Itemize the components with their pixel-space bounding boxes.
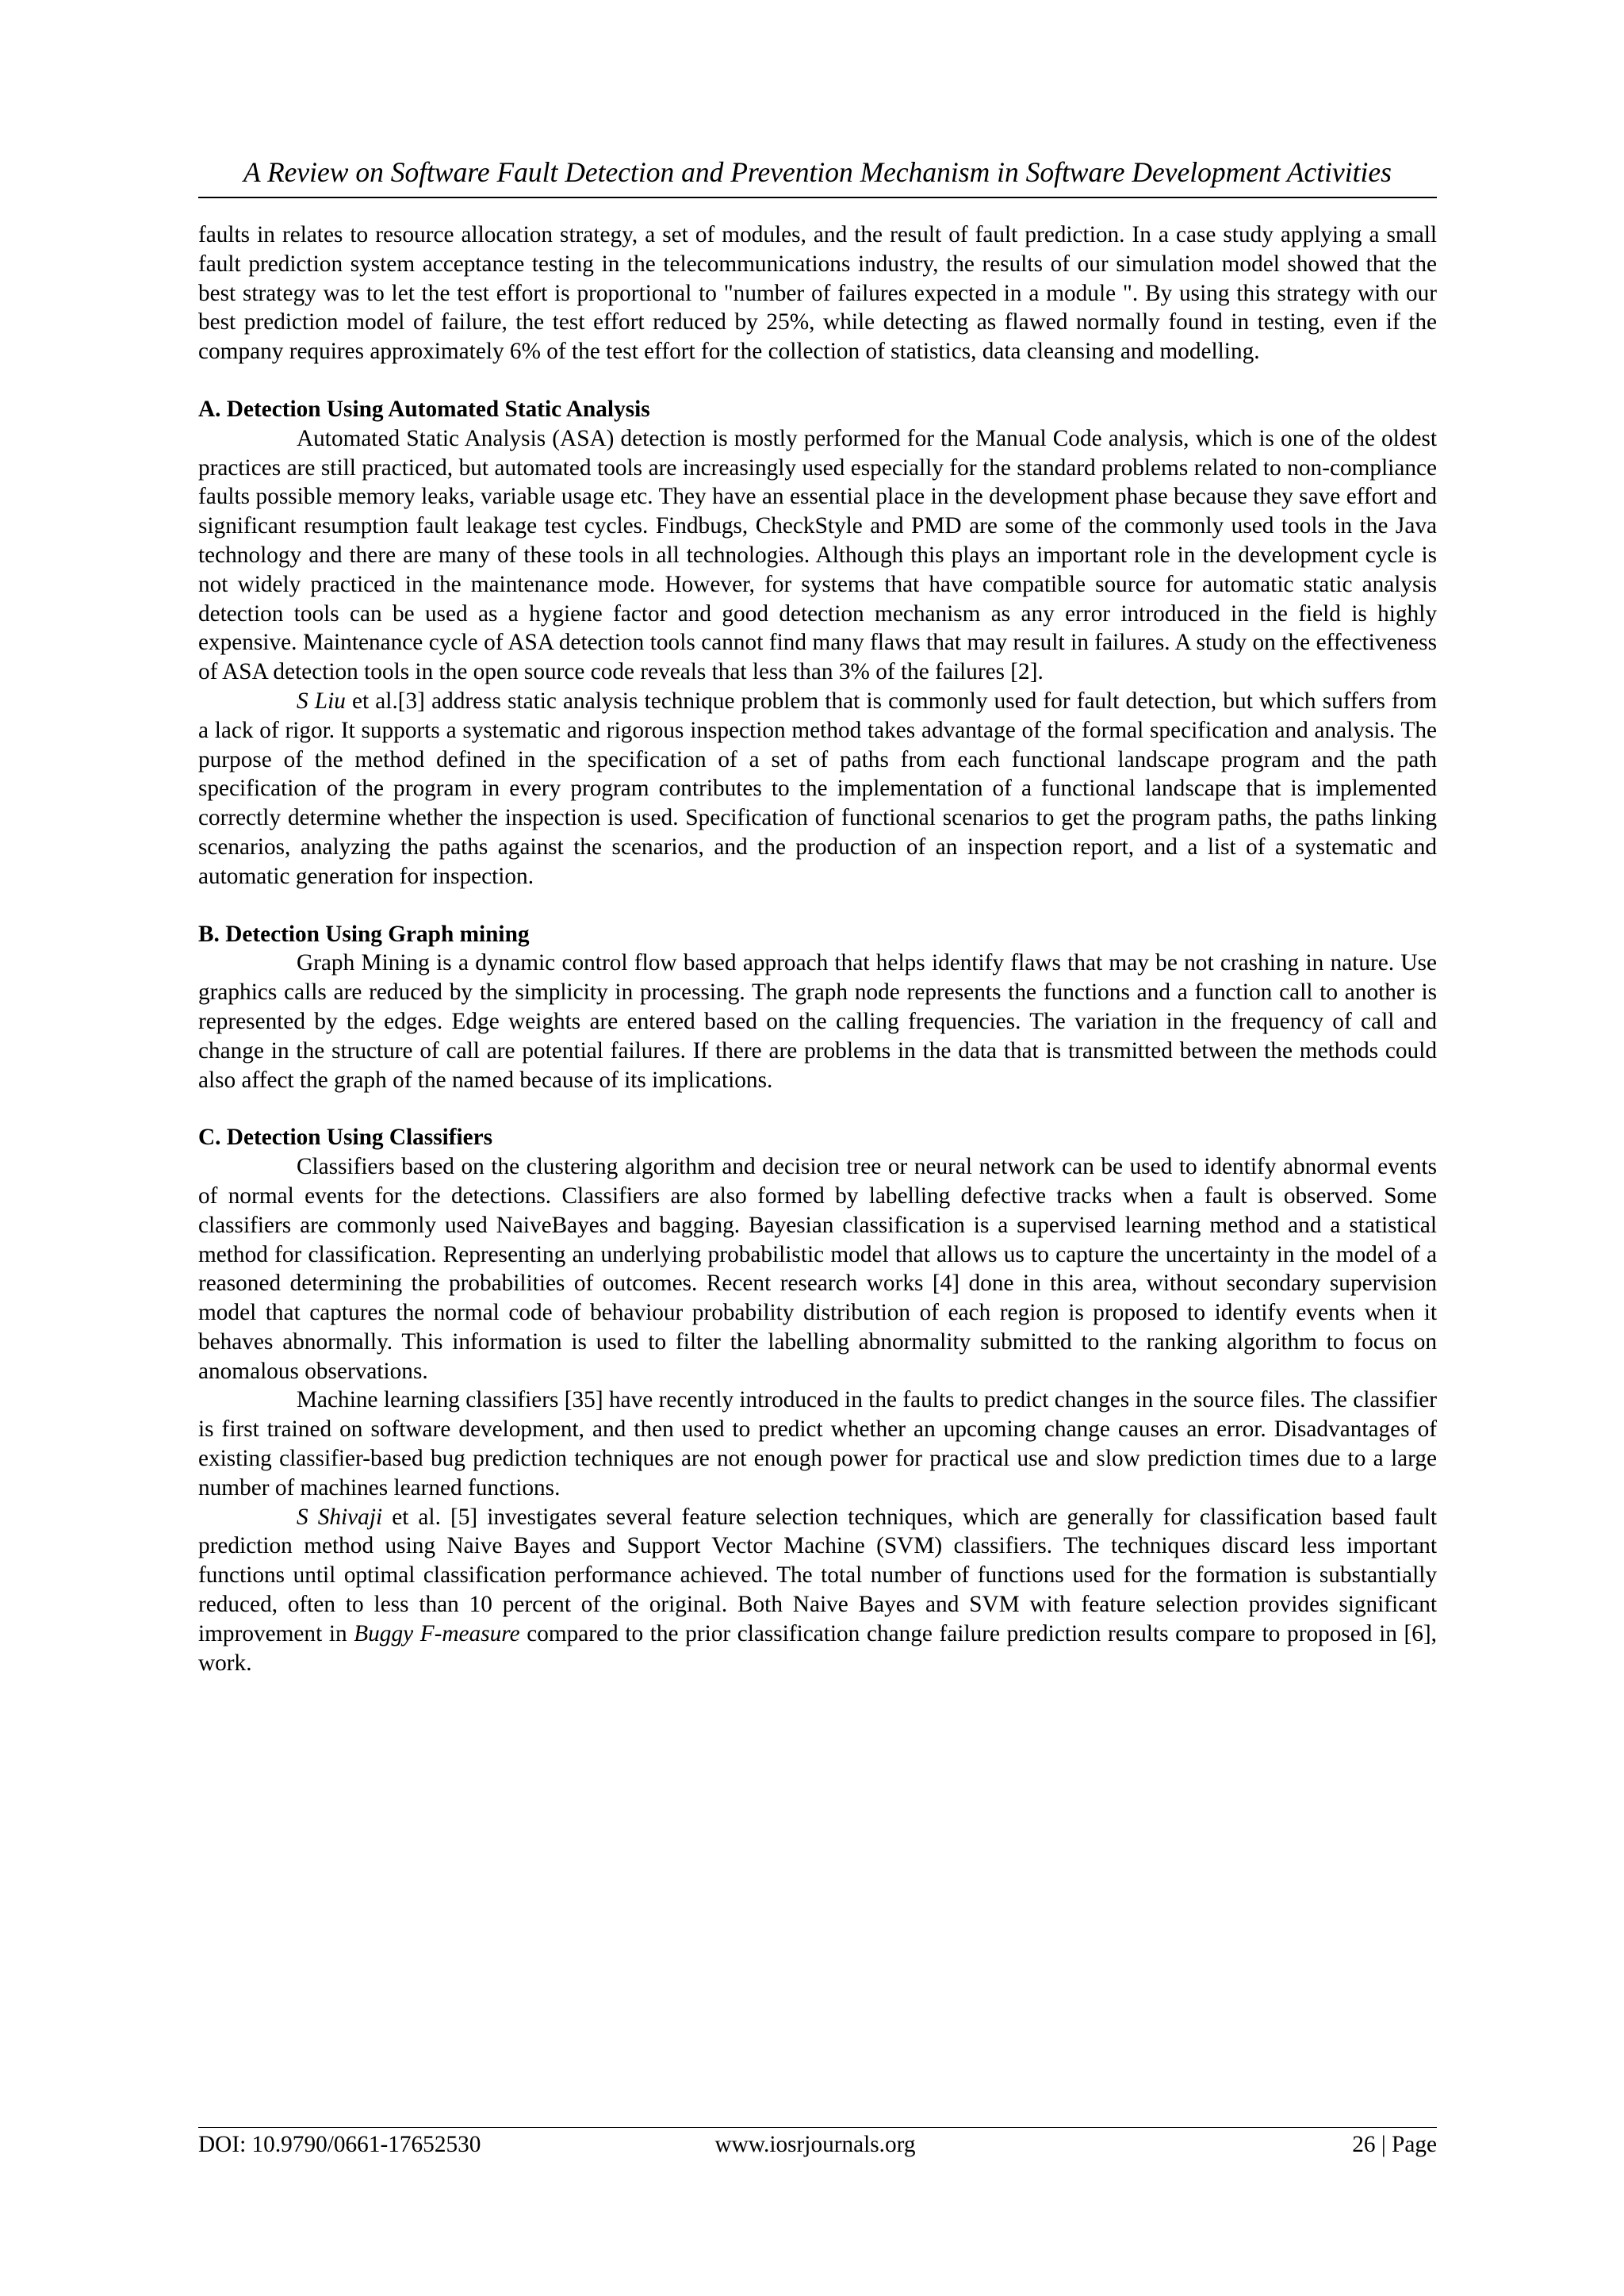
footer-website-link[interactable]: www.iosrjournals.org	[714, 2132, 916, 2157]
page-footer	[198, 2132, 1437, 2164]
footer-rule	[198, 2127, 1437, 2128]
section-a-paragraph-2	[198, 687, 1437, 891]
footer-page-number: 26 | Page	[1352, 2132, 1437, 2157]
paragraph-text: et al. [5] investigates several feature selection techniques, which are generally for classification based fault prediction method using Naive Bayes and Support Vector Machine (SVM) classifiers. The techniques discard less important functions until optimal classification performance achieved. The total number of functions used for the formation is substantially reduced, often to less than 10 percent of the original. Both Naive Bayes and SVM with feature selection provides significant improvement in	[198, 1504, 1438, 1646]
italic-term: Buggy F-measure	[354, 1620, 520, 1646]
paragraph-text: compared to the prior classification change failure prediction results compare to proposed in [6], work.	[198, 1620, 1437, 1676]
paragraph-text: et al.[3] address static analysis technique problem that is commonly used for fault detection, but which suffers from a lack of rigor. It supports a systematic and rigorous inspection method takes advantage of the formal specification and analysis. The purpose of the method defined in the specification of a set of paths from each functional landscape program and the path specification of the program in every program contributes to the implementation of a functional landscape that is implemented correctly determine whether the inspection is used. Specification of functional scenarios to get the program paths, the paths linking scenarios, analyzing the paths against the scenarios, and the production of an inspection report, and a list of a systematic and automatic generation for inspection.	[198, 688, 1437, 889]
author-name: S Shivaji	[297, 1504, 383, 1530]
section-c-paragraph-3	[198, 1503, 1437, 1678]
section-a-heading: A. Detection Using Automated Static Analysis	[198, 396, 650, 422]
section-gap	[198, 891, 1437, 920]
section-gap	[198, 1094, 1437, 1123]
section-c-paragraph-1: Classifiers based on the clustering algorithm and decision tree or neural network can be used to identify abnormal events of normal events for the detections. Classifiers are also formed by labelling defective tracks when a fault is observed. Some classifiers are commonly used NaiveBayes and bagging. Bayesian classification is a supervised learning method and a statistical method for classification. Representing an underlying probabilistic model that allows us to capture the uncertainty in the model of a reasoned determining the probabilities of outcomes. Recent research works [4] done in this area, without secondary supervision model that captures the normal code of behaviour probability distribution of each region is proposed to identify events when it behaves abnormally. This information is used to filter the labelling abnormality submitted to the ranking algorithm to focus on anomalous observations.	[198, 1154, 1437, 1384]
running-header: A Review on Software Fault Detection and Prevention Mechanism in Software Development Activities	[243, 156, 1392, 188]
body-text	[198, 220, 1437, 1677]
author-name: S Liu	[297, 688, 346, 714]
header-rule	[198, 197, 1437, 198]
section-c-paragraph-2: Machine learning classifiers [35] have recently introduced in the faults to predict changes in the source files. The classifier is first trained on software development, and then used to predict whether an upcoming change causes an error. Disadvantages of existing classifier-based bug prediction techniques are not enough power for practical use and slow prediction times due to a large number of machines learned functions.	[198, 1387, 1437, 1501]
intro-paragraph: faults in relates to resource allocation strategy, a set of modules, and the result of fault prediction. In a case study applying a small fault prediction system acceptance testing in the telecommunications industry, the results of our simulation model showed that the best strategy was to let the test effort is proportional to "number of failures expected in a module ". By using this strategy with our best prediction model of failure, the test effort reduced by 25%, while detecting as flawed normally found in testing, even if the company requires approximately 6% of the test effort for the collection of statistics, data cleansing and modelling.	[198, 222, 1437, 365]
section-gap	[198, 366, 1437, 395]
section-b-heading: B. Detection Using Graph mining	[198, 921, 530, 947]
section-b-paragraph-1: Graph Mining is a dynamic control flow based approach that helps identify flaws that may be not crashing in nature. Use graphics calls are reduced by the simplicity in processing. The graph node represents the functions and a function call to another is represented by the edges. Edge weights are entered based on the calling frequencies. The variation in the frequency of call and change in the structure of call are potential failures. If there are problems in the data that is transmitted between the methods could also affect the graph of the named because of its implications.	[198, 950, 1437, 1093]
section-a-paragraph-1: Automated Static Analysis (ASA) detection is mostly performed for the Manual Code analysis, which is one of the oldest practices are still practiced, but automated tools are increasingly used especially for the standard problems related to non-compliance faults possible memory leaks, variable usage etc. They have an essential place in the development phase because they save effort and significant resumption fault leakage test cycles. Findbugs, CheckStyle and PMD are some of the commonly used tools in the Java technology and there are many of these tools in all technologies. Although this plays an important role in the development cycle is not widely practiced in the maintenance mode. However, for systems that have compatible source for automatic static analysis detection tools can be used as a hygiene factor and good detection mechanism as any error introduced in the field is highly expensive. Maintenance cycle of ASA detection tools cannot find many flaws that may result in failures. A study on the effectiveness of ASA detection tools in the open source code reveals that less than 3% of the failures [2].	[198, 425, 1437, 685]
footer-doi: DOI: 10.9790/0661-17652530	[198, 2132, 481, 2157]
section-c-heading: C. Detection Using Classifiers	[198, 1125, 493, 1151]
